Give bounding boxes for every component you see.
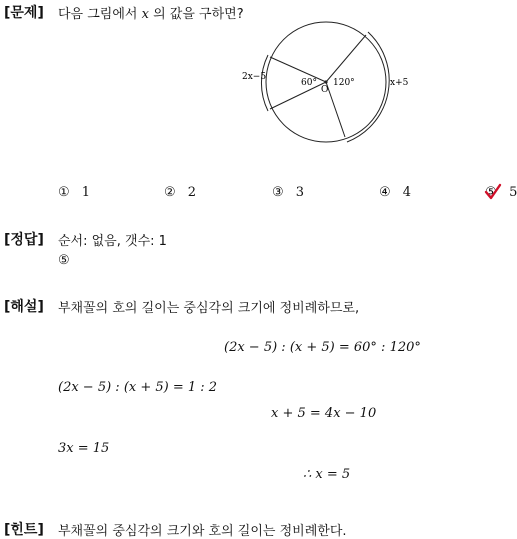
choice-2-value: 2 <box>187 185 197 200</box>
question-variable: x <box>141 7 149 22</box>
choice-4-value: 4 <box>402 185 412 200</box>
circle-diagram <box>238 18 414 178</box>
hint-text: 부채꼴의 중심각의 크기와 호의 길이는 정비례한다. <box>58 524 347 539</box>
arc-left-marker <box>261 55 268 111</box>
check-icon <box>484 183 502 201</box>
question-text <box>58 3 244 22</box>
choice-3-mark: ③ <box>272 185 284 200</box>
center-point <box>324 80 327 83</box>
choice-2-mark: ② <box>164 185 176 200</box>
answer-tag: [정답] <box>4 232 44 248</box>
problem-tag: [문제] <box>4 5 44 21</box>
solution-intro: 부채꼴의 호의 길이는 중심각의 크기에 정비례하므로, <box>58 301 360 316</box>
center-label: O <box>321 85 329 95</box>
radius-bottom-right <box>326 82 345 137</box>
radius-top-right <box>326 35 366 82</box>
label-x+5: x+5 <box>390 78 409 88</box>
choice-2[interactable] <box>164 185 196 200</box>
equation-5: ∴ x = 5 <box>303 467 351 482</box>
solution-tag: [해설] <box>4 299 44 315</box>
choice-3[interactable] <box>272 185 304 200</box>
equation-1: (2x − 5) : (x + 5) = 60° : 120° <box>224 340 421 355</box>
choice-5-mark: ⑤ <box>485 185 497 200</box>
choice-1-mark: ① <box>58 185 70 200</box>
choice-5-mark-wrap <box>485 185 499 200</box>
choice-4-mark: ④ <box>379 185 391 200</box>
choice-1-value: 1 <box>81 185 91 200</box>
label-2x-5: 2x−5 <box>242 72 267 82</box>
answer-line1: 순서: 없음, 갯수: 1 <box>58 234 167 249</box>
choice-5[interactable] <box>485 185 517 200</box>
radius-lower-left <box>270 82 329 109</box>
equation-2: (2x − 5) : (x + 5) = 1 : 2 <box>58 380 218 395</box>
angle-120: 120° <box>333 78 355 88</box>
equation-4: 3x = 15 <box>58 441 110 456</box>
hint-tag: [힌트] <box>4 522 44 538</box>
angle-60: 60° <box>301 78 317 88</box>
choice-3-value: 3 <box>295 185 305 200</box>
choice-4[interactable] <box>379 185 411 200</box>
question-before: 다음 그림에서 <box>58 7 138 22</box>
choice-1[interactable] <box>58 185 90 200</box>
answer-choice: ⑤ <box>58 253 70 268</box>
equation-3: x + 5 = 4x − 10 <box>271 406 377 421</box>
choice-5-value: 5 <box>509 185 517 200</box>
radius-upper-left <box>270 57 326 82</box>
question-after: 의 값을 구하면? <box>153 7 244 22</box>
